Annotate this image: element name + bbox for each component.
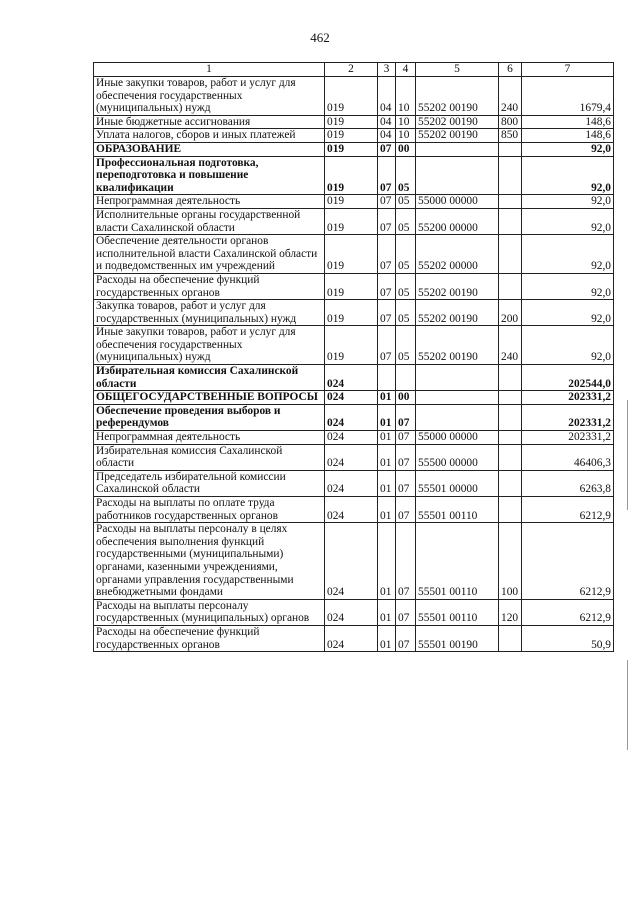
row-expense-type-cell (499, 625, 522, 651)
row-subsection-cell: 07 (396, 497, 416, 523)
row-amount-cell: 1679,4 (522, 77, 614, 116)
table-row (94, 326, 614, 365)
row-name-cell: Избирательная комиссия Сахалинской области (94, 365, 325, 391)
row-amount-cell: 46406,3 (522, 444, 614, 470)
row-subsection-cell: 07 (396, 625, 416, 651)
budget-table (93, 62, 614, 652)
row-amount-cell: 92,0 (522, 142, 614, 156)
table-row (94, 77, 614, 116)
row-subsection-cell: 05 (396, 235, 416, 274)
row-target-article-cell: 55501 00190 (416, 625, 499, 651)
row-section-cell: 01 (378, 444, 396, 470)
row-name-cell: Расходы на выплаты персоналу в целях обеспечения выполнения функций государственными (муниципальными) органами, казенными учреждениями, органами управления государственными внебюджетными фондами (94, 523, 325, 600)
table-row (94, 235, 614, 274)
header-cell: 7 (522, 63, 614, 77)
row-target-article-cell (416, 391, 499, 405)
row-code-cell: 024 (325, 523, 378, 600)
table-row (94, 431, 614, 445)
row-code-cell: 019 (325, 208, 378, 234)
row-subsection-cell: 10 (396, 77, 416, 116)
row-target-article-cell: 55200 00000 (416, 208, 499, 234)
table-row (94, 523, 614, 600)
row-target-article-cell: 55000 00000 (416, 195, 499, 209)
row-code-cell: 019 (325, 195, 378, 209)
table-row (94, 444, 614, 470)
row-code-cell: 024 (325, 391, 378, 405)
row-expense-type-cell: 240 (499, 326, 522, 365)
row-expense-type-cell: 120 (499, 599, 522, 625)
row-subsection-cell: 05 (396, 326, 416, 365)
row-amount-cell: 92,0 (522, 326, 614, 365)
row-expense-type-cell (499, 391, 522, 405)
row-section-cell: 04 (378, 77, 396, 116)
row-code-cell: 019 (325, 273, 378, 299)
row-code-cell: 024 (325, 625, 378, 651)
row-target-article-cell: 55202 00190 (416, 115, 499, 129)
row-name-cell: Иные закупки товаров, работ и услуг для обеспечения государственных (муниципальных) нужд (94, 77, 325, 116)
table-header-row (94, 63, 614, 77)
row-name-cell: Иные бюджетные ассигнования (94, 115, 325, 129)
row-target-article-cell: 55202 00190 (416, 300, 499, 326)
header-cell: 5 (416, 63, 499, 77)
row-expense-type-cell (499, 431, 522, 445)
row-target-article-cell: 55500 00000 (416, 444, 499, 470)
row-expense-type-cell (499, 404, 522, 430)
row-amount-cell: 148,6 (522, 129, 614, 143)
table-row (94, 391, 614, 405)
row-expense-type-cell: 200 (499, 300, 522, 326)
row-target-article-cell: 55202 00190 (416, 326, 499, 365)
row-name-cell: Иные закупки товаров, работ и услуг для обеспечения государственных (муниципальных) нужд (94, 326, 325, 365)
row-amount-cell: 6263,8 (522, 470, 614, 496)
row-code-cell: 019 (325, 142, 378, 156)
table-row (94, 129, 614, 143)
header-cell: 4 (396, 63, 416, 77)
row-target-article-cell: 55501 00110 (416, 523, 499, 600)
row-name-cell: Непрограммная деятельность (94, 431, 325, 445)
row-name-cell: Избирательная комиссия Сахалинской области (94, 444, 325, 470)
row-expense-type-cell: 800 (499, 115, 522, 129)
row-expense-type-cell (499, 365, 522, 391)
row-name-cell: Расходы на обеспечение функций государственных органов (94, 625, 325, 651)
row-amount-cell: 6212,9 (522, 523, 614, 600)
row-expense-type-cell (499, 470, 522, 496)
row-amount-cell: 202544,0 (522, 365, 614, 391)
row-expense-type-cell (499, 444, 522, 470)
row-target-article-cell (416, 365, 499, 391)
table-row (94, 142, 614, 156)
row-name-cell: Расходы на обеспечение функций государственных органов (94, 273, 325, 299)
row-subsection-cell: 05 (396, 208, 416, 234)
row-amount-cell: 202331,2 (522, 391, 614, 405)
row-subsection-cell: 07 (396, 599, 416, 625)
row-name-cell: Обеспечение деятельности органов исполнительной власти Сахалинской области и подведомственных им учреждений (94, 235, 325, 274)
row-name-cell: ОБЩЕГОСУДАРСТВЕННЫЕ ВОПРОСЫ (94, 391, 325, 405)
row-code-cell: 019 (325, 326, 378, 365)
row-expense-type-cell (499, 497, 522, 523)
row-name-cell: ОБРАЗОВАНИЕ (94, 142, 325, 156)
row-target-article-cell: 55202 00190 (416, 77, 499, 116)
page-number: 462 (310, 30, 330, 45)
row-code-cell: 024 (325, 470, 378, 496)
row-subsection-cell: 07 (396, 523, 416, 600)
row-code-cell: 024 (325, 444, 378, 470)
header-cell: 1 (94, 63, 325, 77)
row-code-cell: 024 (325, 404, 378, 430)
row-section-cell: 07 (378, 300, 396, 326)
row-target-article-cell: 55501 00000 (416, 470, 499, 496)
row-section-cell: 01 (378, 470, 396, 496)
row-section-cell: 07 (378, 208, 396, 234)
row-amount-cell: 148,6 (522, 115, 614, 129)
table-row (94, 300, 614, 326)
row-section-cell: 01 (378, 497, 396, 523)
row-target-article-cell: 55501 00110 (416, 497, 499, 523)
row-section-cell: 07 (378, 142, 396, 156)
header-cell: 2 (325, 63, 378, 77)
row-target-article-cell: 55202 00000 (416, 235, 499, 274)
scan-artifact-line (627, 660, 628, 750)
table-row (94, 497, 614, 523)
row-section-cell: 01 (378, 431, 396, 445)
row-subsection-cell: 00 (396, 391, 416, 405)
table-row (94, 156, 614, 195)
header-cell: 3 (378, 63, 396, 77)
row-section-cell: 01 (378, 391, 396, 405)
row-subsection-cell (396, 365, 416, 391)
row-subsection-cell: 07 (396, 444, 416, 470)
row-code-cell: 024 (325, 599, 378, 625)
row-target-article-cell (416, 142, 499, 156)
row-section-cell (378, 365, 396, 391)
row-target-article-cell: 55501 00110 (416, 599, 499, 625)
row-name-cell: Расходы на выплаты персоналу государственных (муниципальных) органов (94, 599, 325, 625)
row-section-cell: 04 (378, 115, 396, 129)
row-code-cell: 019 (325, 235, 378, 274)
row-section-cell: 07 (378, 326, 396, 365)
row-name-cell: Обеспечение проведения выборов и референдумов (94, 404, 325, 430)
row-name-cell: Закупка товаров, работ и услуг для государственных (муниципальных) нужд (94, 300, 325, 326)
table-row (94, 115, 614, 129)
row-name-cell: Непрограммная деятельность (94, 195, 325, 209)
row-subsection-cell: 05 (396, 300, 416, 326)
row-code-cell: 019 (325, 115, 378, 129)
row-amount-cell: 92,0 (522, 235, 614, 274)
row-expense-type-cell (499, 195, 522, 209)
row-section-cell: 01 (378, 404, 396, 430)
row-code-cell: 019 (325, 300, 378, 326)
row-name-cell: Председатель избирательной комиссии Сахалинской области (94, 470, 325, 496)
row-expense-type-cell (499, 235, 522, 274)
row-code-cell: 019 (325, 129, 378, 143)
row-target-article-cell: 55000 00000 (416, 431, 499, 445)
row-subsection-cell: 07 (396, 431, 416, 445)
table-row (94, 404, 614, 430)
row-amount-cell: 202331,2 (522, 404, 614, 430)
row-amount-cell: 202331,2 (522, 431, 614, 445)
row-amount-cell: 92,0 (522, 300, 614, 326)
row-section-cell: 07 (378, 235, 396, 274)
header-cell: 6 (499, 63, 522, 77)
row-amount-cell: 6212,9 (522, 599, 614, 625)
row-subsection-cell: 07 (396, 404, 416, 430)
table-row (94, 470, 614, 496)
table-row (94, 195, 614, 209)
row-section-cell: 07 (378, 273, 396, 299)
row-section-cell: 01 (378, 625, 396, 651)
row-expense-type-cell: 100 (499, 523, 522, 600)
row-target-article-cell: 55202 00190 (416, 129, 499, 143)
row-expense-type-cell (499, 208, 522, 234)
row-section-cell: 01 (378, 599, 396, 625)
table-row (94, 273, 614, 299)
row-name-cell: Уплата налогов, сборов и иных платежей (94, 129, 325, 143)
row-amount-cell: 92,0 (522, 208, 614, 234)
row-target-article-cell (416, 156, 499, 195)
row-code-cell: 019 (325, 77, 378, 116)
row-name-cell: Профессиональная подготовка, переподготовка и повышение квалификации (94, 156, 325, 195)
table-row (94, 208, 614, 234)
row-subsection-cell: 00 (396, 142, 416, 156)
row-code-cell: 024 (325, 365, 378, 391)
row-expense-type-cell (499, 156, 522, 195)
row-name-cell: Исполнительные органы государственной власти Сахалинской области (94, 208, 325, 234)
row-expense-type-cell: 850 (499, 129, 522, 143)
scan-artifact-line (627, 400, 628, 510)
row-amount-cell: 92,0 (522, 195, 614, 209)
row-amount-cell: 92,0 (522, 156, 614, 195)
row-target-article-cell: 55202 00190 (416, 273, 499, 299)
row-amount-cell: 50,9 (522, 625, 614, 651)
row-subsection-cell: 10 (396, 129, 416, 143)
table-row (94, 599, 614, 625)
row-subsection-cell: 07 (396, 470, 416, 496)
row-subsection-cell: 05 (396, 156, 416, 195)
row-target-article-cell (416, 404, 499, 430)
table-row (94, 365, 614, 391)
row-name-cell: Расходы на выплаты по оплате труда работников государственных органов (94, 497, 325, 523)
row-section-cell: 07 (378, 195, 396, 209)
row-subsection-cell: 05 (396, 273, 416, 299)
row-expense-type-cell: 240 (499, 77, 522, 116)
row-amount-cell: 6212,9 (522, 497, 614, 523)
row-code-cell: 019 (325, 156, 378, 195)
row-expense-type-cell (499, 273, 522, 299)
row-code-cell: 024 (325, 497, 378, 523)
row-section-cell: 04 (378, 129, 396, 143)
row-amount-cell: 92,0 (522, 273, 614, 299)
row-section-cell: 01 (378, 523, 396, 600)
row-subsection-cell: 10 (396, 115, 416, 129)
row-code-cell: 024 (325, 431, 378, 445)
row-section-cell: 07 (378, 156, 396, 195)
row-subsection-cell: 05 (396, 195, 416, 209)
row-expense-type-cell (499, 142, 522, 156)
table-row (94, 625, 614, 651)
